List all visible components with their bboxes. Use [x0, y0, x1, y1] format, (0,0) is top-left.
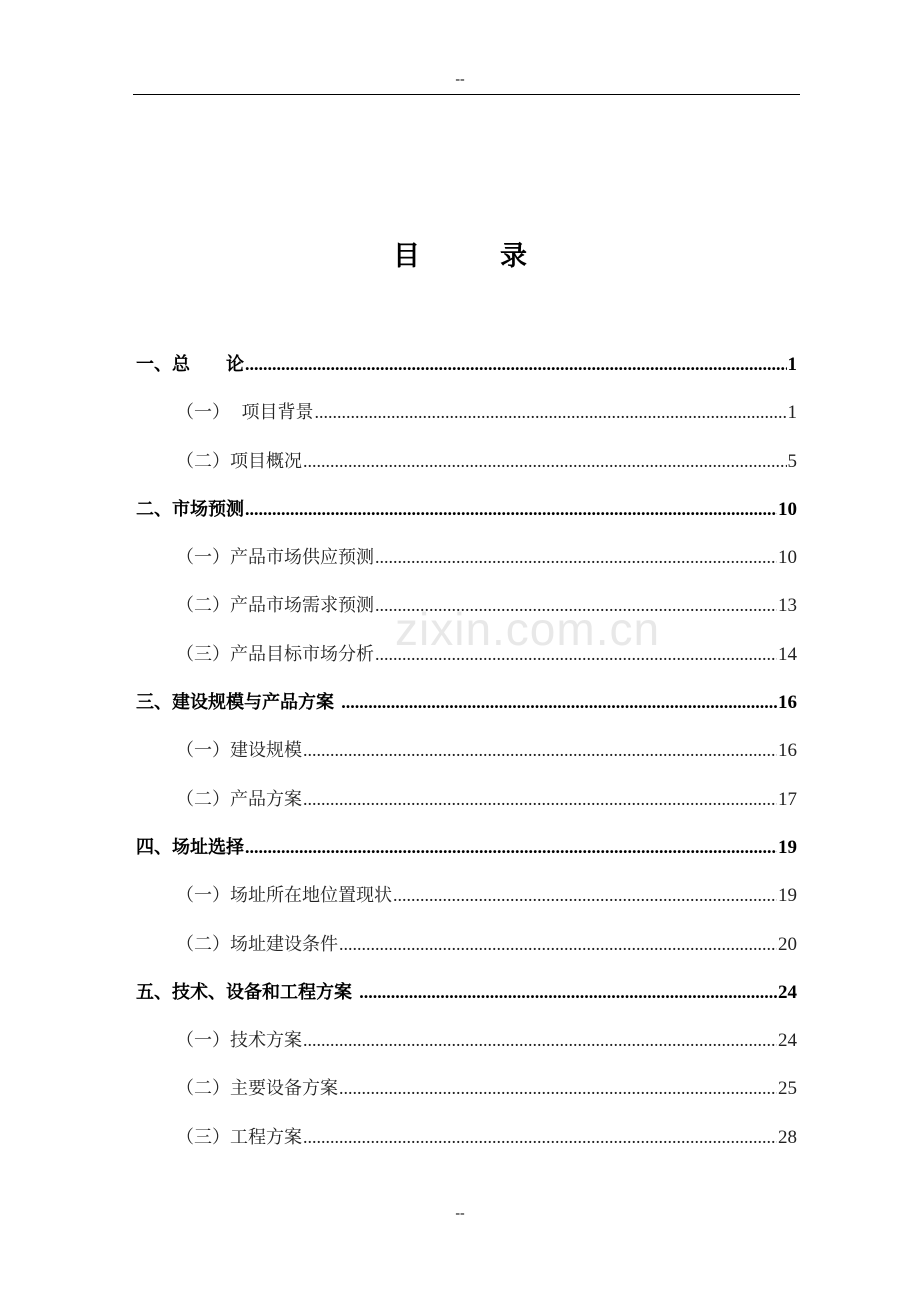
toc-dot-leader	[359, 968, 777, 1016]
toc-section-entry[interactable]	[136, 1016, 797, 1064]
toc-dot-leader	[303, 437, 787, 485]
toc-entry-page-number: 25	[778, 1078, 797, 1100]
toc-entry-label: （一）场址所在地位置现状	[176, 885, 392, 907]
toc-dot-leader	[245, 823, 777, 871]
toc-entry-label: 四、场址选择	[136, 836, 244, 858]
toc-entry-page-number: 13	[778, 595, 797, 617]
toc-entry-label: （二）主要设备方案	[176, 1078, 338, 1100]
toc-section-entry[interactable]	[136, 533, 797, 581]
toc-entry-page-number: 28	[778, 1126, 797, 1148]
page-header-mark: --	[455, 72, 465, 87]
toc-entry-label: （三）产品目标市场分析	[176, 643, 374, 665]
toc-section-entry[interactable]	[136, 437, 797, 485]
toc-dot-leader	[339, 920, 777, 968]
toc-dot-leader	[245, 340, 787, 388]
toc-chapter-entry[interactable]	[136, 823, 797, 871]
toc-entry-page-number: 19	[778, 836, 797, 858]
toc-entry-page-number: 16	[778, 740, 797, 762]
toc-entry-page-number: 24	[778, 981, 797, 1003]
toc-dot-leader	[303, 726, 777, 774]
toc-dot-leader	[339, 1064, 777, 1112]
header-rule	[133, 94, 800, 95]
toc-entry-page-number: 5	[787, 450, 797, 472]
toc-section-entry[interactable]	[136, 388, 797, 436]
toc-section-entry[interactable]	[136, 1113, 797, 1161]
toc-entry-label: （二）产品方案	[176, 788, 302, 810]
toc-dot-leader	[341, 678, 777, 726]
toc-entry-label: 二、市场预测	[136, 498, 244, 520]
toc-title	[0, 234, 920, 273]
toc-entry-page-number: 1	[787, 354, 797, 375]
toc-entry-label: （一）建设规模	[176, 740, 302, 762]
toc-section-entry[interactable]	[136, 920, 797, 968]
toc-entry-label: 五、技术、设备和工程方案	[136, 981, 359, 1003]
toc-entry-label: （二）产品市场需求预测	[176, 595, 374, 617]
toc-dot-leader	[375, 533, 777, 581]
toc-section-entry[interactable]	[136, 775, 797, 823]
toc-dot-leader	[375, 581, 777, 629]
toc-chapter-entry[interactable]	[136, 485, 797, 533]
toc-entry-page-number: 19	[778, 885, 797, 907]
toc-entry-label: （二）场址建设条件	[176, 933, 338, 955]
toc-section-entry[interactable]	[136, 726, 797, 774]
toc-entry-page-number: 10	[778, 498, 797, 520]
toc-dot-leader	[245, 485, 777, 533]
toc-dot-leader	[303, 1113, 777, 1161]
toc-title-char-2: 录	[500, 241, 527, 272]
page-footer-mark: --	[455, 1206, 465, 1221]
toc-chapter-entry[interactable]	[136, 340, 797, 388]
toc-entry-label: （一）产品市场供应预测	[176, 547, 374, 569]
toc-entry-label: （一） 项目背景	[176, 402, 314, 424]
toc-section-entry[interactable]	[136, 871, 797, 919]
toc-chapter-entry[interactable]	[136, 678, 797, 726]
toc-entry-page-number: 17	[778, 788, 797, 810]
toc-entry-page-number: 24	[778, 1030, 797, 1052]
table-of-contents	[136, 340, 797, 1161]
toc-dot-leader	[303, 1016, 777, 1064]
toc-section-entry[interactable]	[136, 630, 797, 678]
toc-entry-label: （二）项目概况	[176, 450, 302, 472]
toc-entry-page-number: 20	[778, 933, 797, 955]
toc-entry-page-number: 14	[778, 643, 797, 665]
toc-dot-leader	[314, 388, 786, 436]
toc-dot-leader	[303, 775, 777, 823]
toc-entry-label: 一、总 论	[136, 354, 244, 375]
toc-section-entry[interactable]	[136, 1064, 797, 1112]
watermark: zixin.com.cn	[395, 603, 661, 655]
toc-entry-label: 三、建设规模与产品方案	[136, 692, 341, 714]
toc-entry-page-number: 16	[778, 692, 797, 714]
toc-entry-label: （一）技术方案	[176, 1030, 302, 1052]
toc-entry-label: （三）工程方案	[176, 1126, 302, 1148]
toc-entry-page-number: 1	[787, 402, 797, 424]
toc-entry-page-number: 10	[778, 547, 797, 569]
toc-section-entry[interactable]	[136, 581, 797, 629]
toc-dot-leader	[375, 630, 777, 678]
toc-title-char-1: 目	[393, 241, 420, 272]
toc-dot-leader	[393, 871, 777, 919]
toc-chapter-entry[interactable]	[136, 968, 797, 1016]
